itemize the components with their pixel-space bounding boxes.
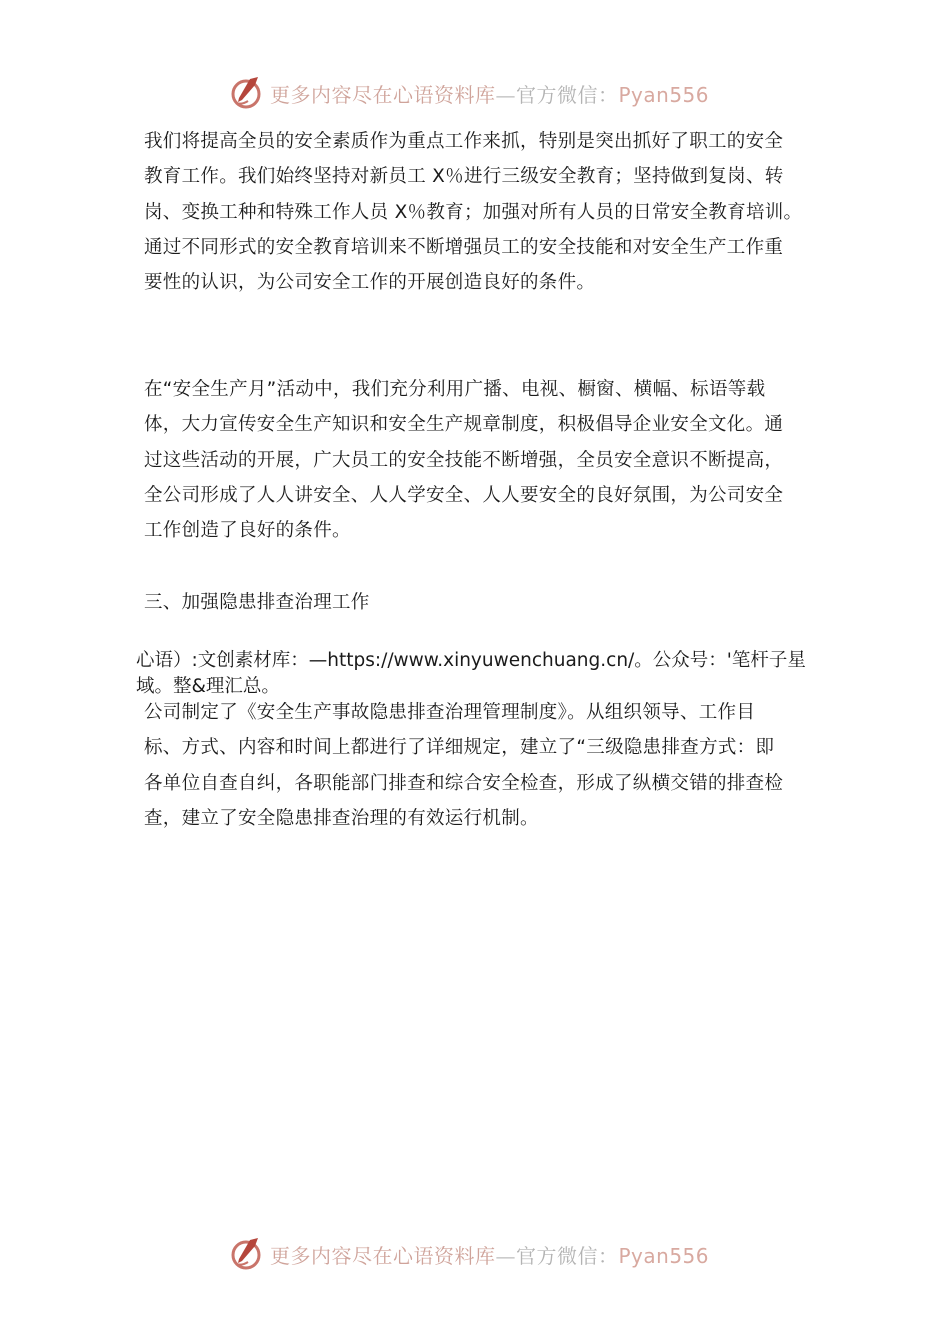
- text-line: 标、方式、内容和时间上都进行了详细规定，建立了“三级隐患排查方式：即: [144, 737, 775, 759]
- watermark-dash: —: [495, 1243, 516, 1268]
- watermark-wechat-id: Pyan556: [618, 1243, 710, 1268]
- watermark-text: [270, 1240, 709, 1269]
- pen-logo-icon: [228, 75, 264, 111]
- watermark-wechat-label: 官方微信：: [516, 1243, 619, 1268]
- watermark-footer: [228, 1234, 709, 1274]
- paragraph-safety-month: [144, 372, 809, 548]
- paragraph-hazard-system: [144, 695, 809, 836]
- watermark-title: 更多内容尽在心语资料库: [270, 82, 496, 107]
- text-line: 过这些活动的开展，广大员工的安全技能不断增强，全员安全意识不断提高，: [144, 449, 784, 471]
- text-line: 体，大力宣传安全生产知识和安全生产规章制度，积极倡导企业安全文化。通: [144, 414, 784, 436]
- source-notice: [136, 648, 826, 700]
- watermark-header: [228, 73, 709, 113]
- notice-line: 心语）:文创素材库：—https://www.xinyuwenchuang.cn/。公众号：'笔杆子星: [136, 650, 806, 671]
- watermark-dash: —: [495, 82, 516, 107]
- text-line: 工作创造了良好的条件。: [144, 520, 351, 542]
- notice-line: 域。整&理汇总。: [136, 676, 280, 697]
- paragraph-safety-education: [144, 124, 809, 300]
- pen-logo-icon: [228, 1236, 264, 1272]
- text-line: 教育工作。我们始终坚持对新员工 X％进行三级安全教育；坚持做到复岗、转: [144, 166, 784, 188]
- text-line: 我们将提高全员的安全素质作为重点工作来抓，特别是突出抓好了职工的安全: [144, 131, 784, 152]
- text-line: 通过不同形式的安全教育培训来不断增强员工的安全技能和对安全生产工作重: [144, 236, 784, 258]
- watermark-wechat-label: 官方微信：: [516, 82, 619, 107]
- text-line: 查，建立了安全隐患排查治理的有效运行机制。: [144, 807, 539, 829]
- text-line: 在“安全生产月”活动中，我们充分利用广播、电视、橱窗、横幅、标语等载: [144, 379, 766, 400]
- text-line: 公司制定了《安全生产事故隐患排查治理管理制度》。从组织领导、工作目: [144, 702, 756, 723]
- text-line: 要性的认识，为公司安全工作的开展创造良好的条件。: [144, 272, 596, 294]
- text-line: 岗、变换工种和特殊工作人员 X％教育；加强对所有人员的日常安全教育培训。: [144, 201, 803, 223]
- watermark-wechat-id: Pyan556: [618, 82, 710, 107]
- section-heading: 三、加强隐患排查治理工作: [144, 592, 370, 613]
- text-line: 各单位自查自纠，各职能部门排查和综合安全检查，形成了纵横交错的排查检: [144, 772, 784, 794]
- watermark-text: [270, 79, 709, 108]
- watermark-title: 更多内容尽在心语资料库: [270, 1243, 496, 1268]
- text-line: 全公司形成了人人讲安全、人人学安全、人人要安全的良好氛围，为公司安全: [144, 484, 784, 506]
